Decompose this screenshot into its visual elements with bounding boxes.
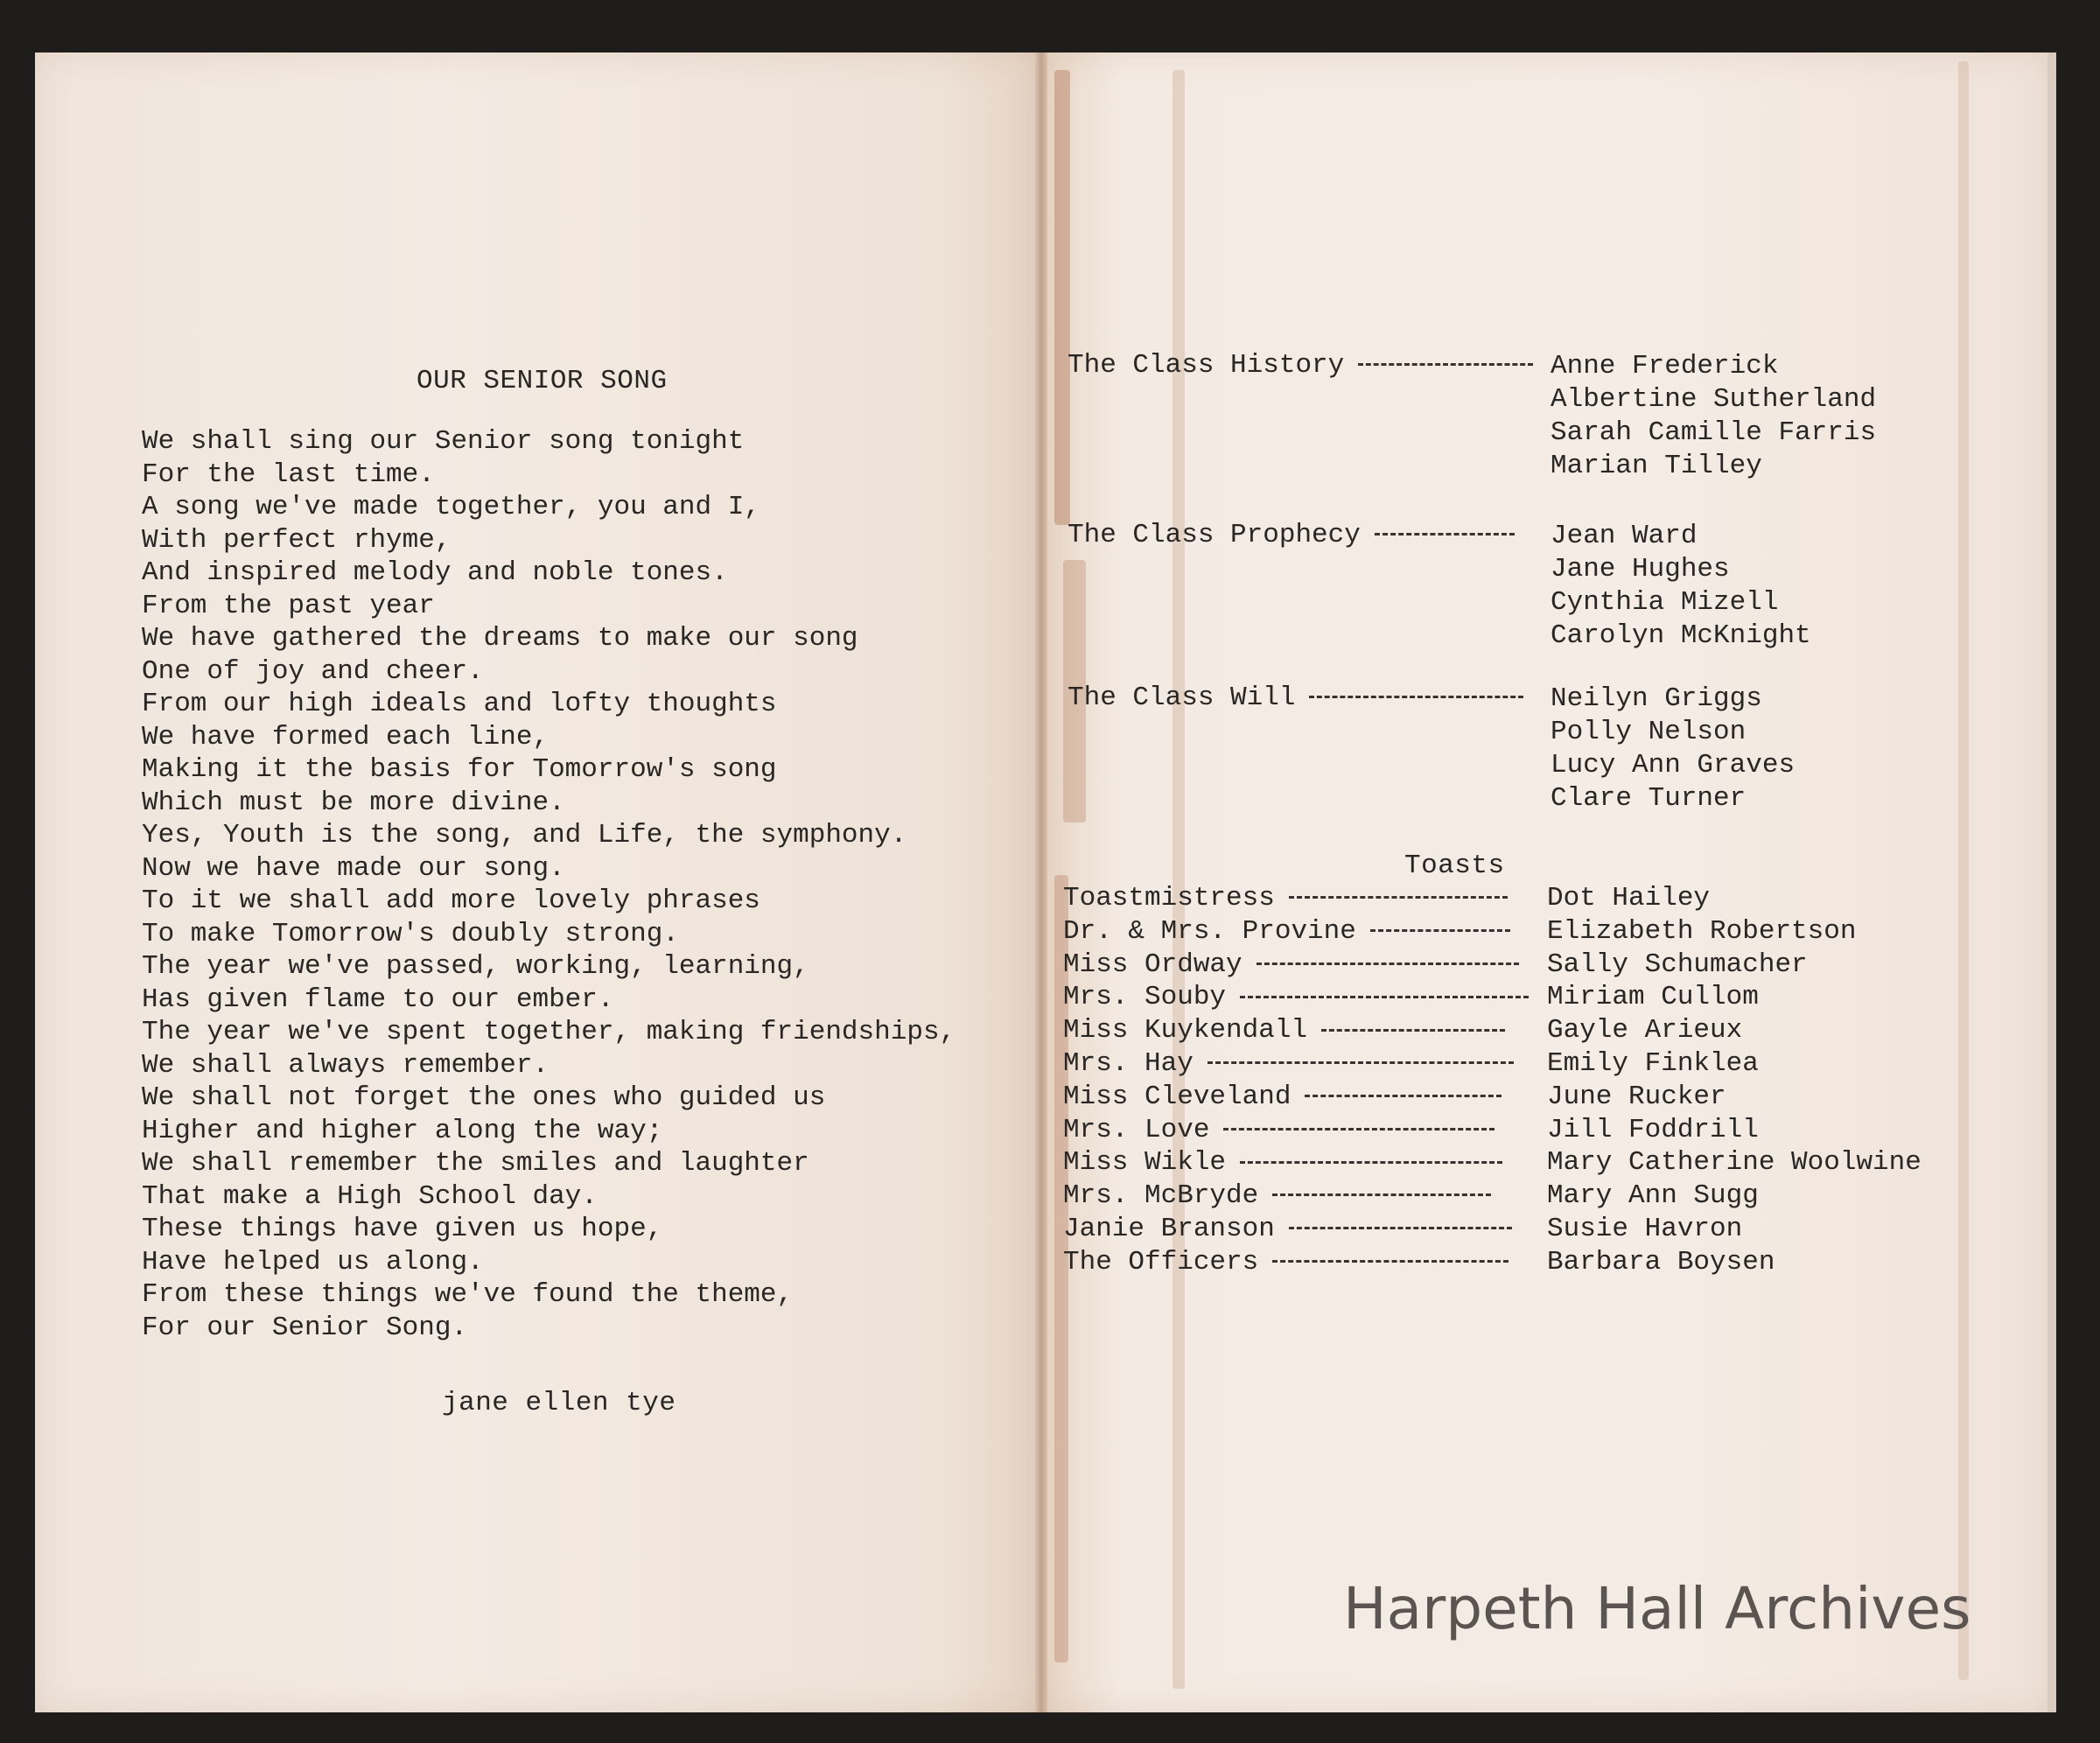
class-prophecy-title (1068, 520, 1515, 550)
toast-role: Janie Branson (1063, 1213, 1536, 1246)
toast-name: June Rucker (1547, 1081, 1726, 1112)
toast-row (1063, 981, 2043, 1014)
class-will-label: The Class Will (1068, 682, 1296, 713)
toast-row (1063, 1213, 2043, 1246)
song-line: Making it the basis for Tomorrow's song (142, 754, 777, 785)
song-line: For our Senior Song. (142, 1312, 468, 1343)
toast-name: Elizabeth Robertson (1547, 915, 1857, 947)
song-line: From these things we've found the theme, (142, 1279, 794, 1310)
song-line: These things have given us hope, (142, 1214, 663, 1244)
participant-name: Carolyn McKnight (1550, 620, 1811, 651)
class-will-title (1068, 682, 1523, 713)
song-line: A song we've made together, you and I, (142, 492, 760, 522)
participant-name: Cynthia Mizell (1550, 587, 1779, 618)
participant-name: Anne Frederick (1550, 351, 1779, 382)
toast-role: Mrs. Souby (1063, 981, 1536, 1014)
toast-role: Mrs. Hay (1063, 1047, 1536, 1081)
toast-role: Miss Cleveland (1063, 1081, 1536, 1114)
participant-name: Polly Nelson (1550, 717, 1746, 747)
song-line: We shall sing our Senior song tonight (142, 426, 745, 457)
toast-row (1063, 1180, 2043, 1213)
song-line: That make a High School day. (142, 1180, 598, 1212)
toast-name: Sally Schumacher (1547, 948, 1808, 980)
toast-row (1063, 1114, 2043, 1147)
toast-role: Dr. & Mrs. Provine (1063, 915, 1536, 948)
toast-name: Barbara Boysen (1547, 1246, 1775, 1278)
participant-name: Neilyn Griggs (1550, 683, 1762, 714)
song-line: We shall not forget the ones who guided us (142, 1082, 826, 1113)
toast-role: The Officers (1063, 1246, 1536, 1279)
toast-name: Mary Ann Sugg (1547, 1180, 1759, 1212)
toast-row (1063, 1081, 2043, 1114)
toast-name: Emily Finklea (1547, 1047, 1759, 1079)
song-author: jane ellen tye (442, 1388, 676, 1418)
participant-name: Jane Hughes (1550, 554, 1730, 584)
leader-dashes (1358, 363, 1533, 366)
song-title: OUR SENIOR SONG (416, 366, 668, 396)
song-line: The year we've passed, working, learning, (142, 951, 809, 982)
toast-name: Susie Havron (1547, 1213, 1743, 1244)
toast-row (1063, 1146, 2043, 1180)
song-line: Has given flame to our ember. (142, 984, 614, 1015)
participant-name: Clare Turner (1550, 783, 1746, 814)
class-history-names (1550, 350, 1876, 483)
participant-name: Albertine Sutherland (1550, 384, 1877, 415)
booklet-spine (1035, 52, 1047, 1712)
class-history-title (1068, 350, 1533, 381)
participant-name: Lucy Ann Graves (1550, 750, 1796, 780)
toast-row (1063, 948, 2043, 982)
song-line: We shall always remember. (142, 1049, 550, 1081)
song-line: With perfect rhyme, (142, 524, 452, 556)
song-line: We shall remember the smiles and laughter (142, 1148, 809, 1179)
toast-role: Miss Kuykendall (1063, 1014, 1536, 1047)
toast-row (1063, 1246, 2043, 1279)
toast-row (1063, 1047, 2043, 1081)
song-line: One of joy and cheer. (142, 655, 484, 687)
song-line: Higher and higher along the way; (142, 1115, 663, 1146)
song-line: Yes, Youth is the song, and Life, the symphony. (142, 820, 907, 850)
toast-role: Miss Ordway (1063, 948, 1536, 982)
toast-role: Miss Wikle (1063, 1146, 1536, 1180)
class-prophecy-label: The Class Prophecy (1068, 520, 1361, 550)
song-line: To make Tomorrow's doubly strong. (142, 918, 679, 949)
toast-role: Mrs. McBryde (1063, 1180, 1536, 1213)
participant-name: Jean Ward (1550, 521, 1698, 551)
song-line: Have helped us along. (142, 1246, 484, 1278)
toast-row (1063, 882, 2043, 915)
archive-watermark: Harpeth Hall Archives (1343, 1575, 1971, 1642)
song-line: Which must be more divine. (142, 787, 565, 818)
toasts-heading: Toasts (1404, 850, 1505, 881)
toasts-list (1063, 882, 2043, 1279)
leader-dashes (1309, 696, 1523, 698)
toast-name: Jill Foddrill (1547, 1114, 1759, 1145)
toast-name: Gayle Arieux (1547, 1015, 1743, 1046)
toast-name: Mary Catherine Woolwine (1547, 1147, 1922, 1179)
toast-row (1063, 915, 2043, 948)
song-line: From our high ideals and lofty thoughts (142, 689, 777, 719)
leader-dashes (1375, 533, 1515, 536)
song-line: For the last time. (142, 458, 435, 490)
toast-row (1063, 1014, 2043, 1047)
class-history-label: The Class History (1068, 350, 1345, 381)
song-line: To it we shall add more lovely phrases (142, 886, 760, 916)
toast-role: Toastmistress (1063, 882, 1536, 915)
song-line: We have gathered the dreams to make our song (142, 623, 858, 654)
song-line: The year we've spent together, making friendships, (142, 1017, 956, 1047)
class-will-names (1550, 682, 1795, 816)
toast-role: Mrs. Love (1063, 1114, 1536, 1147)
song-line: And inspired melody and noble tones. (142, 557, 728, 588)
class-prophecy-names (1550, 520, 1811, 653)
toast-name: Miriam Cullom (1547, 982, 1759, 1013)
song-lyrics (142, 425, 956, 1344)
participant-name: Sarah Camille Farris (1550, 417, 1877, 448)
toast-name: Dot Hailey (1547, 883, 1711, 914)
song-line: Now we have made our song. (142, 852, 565, 884)
song-line: We have formed each line, (142, 721, 550, 752)
page-edge (2048, 52, 2056, 1712)
participant-name: Marian Tilley (1550, 451, 1762, 481)
song-line: From the past year (142, 590, 435, 621)
